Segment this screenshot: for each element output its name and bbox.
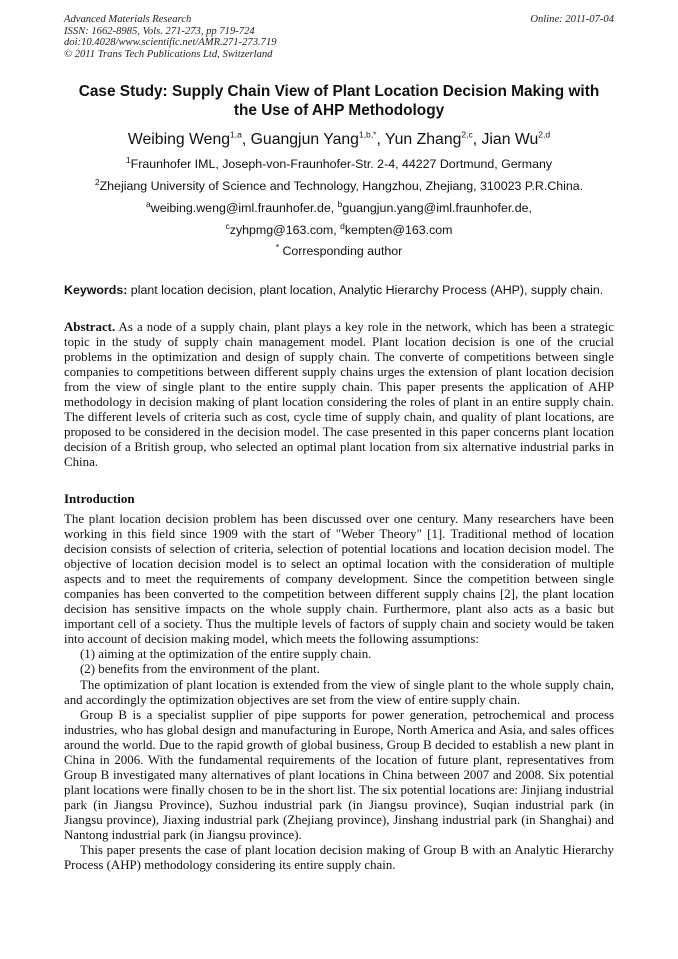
introduction-body	[64, 512, 614, 873]
author-name: Weibing Weng	[127, 131, 231, 148]
list-item: (1) aiming at the optimization of the entire supply chain.	[80, 647, 372, 662]
author-affiliation-mark: 2,d	[538, 129, 551, 140]
keywords-label: Keywords:	[64, 283, 128, 297]
abstract-text: As a node of a supply chain, plant plays a key role in the network, which has been a strategic topic in the study of supply chain management model. Plant location decision is one of the crucial problems in the optimization and design of supply chain. The converte of competitions between single companies to competitions between different supply chains urges the extension of plant location decision from the view of single plant to the entire supply chain. This paper presents the application of AHP methodology in decision making of plant location considering the roles of plant in an entire supply chain. The different levels of criteria such as cost, cycle time of supply chain, and quality of plant locations, are proposed to be considered in the decision model. The case presented in this paper concerns plant location decision of a British group, who selected an optimal plant location from six alternative industrial parks in China.	[64, 320, 614, 470]
paragraph: The plant location decision problem has been discussed over one century. Many researchers have been working in this field since 1909 with the start of "Weber Theory" [1]. Traditional method of location decision consists of selection of criteria, selection of potential locations and location decision model. The objective of location decision model is to select an optimal location with the consideration of multiple aspects and to meet the requirements of company development. Since the competition between single companies has been converted to the competition between different supply chains [2], the plant location decision has sensitive impacts on the whole supply chain. Furthermore, plant also acts as a basic but important cell of a society. Thus the multiple levels of factors of supply chain and society would be taken into account of decision making model, which meets the following assumptions:	[64, 512, 614, 647]
paragraph: This paper presents the case of plant location decision making of Group B with an Analytic Hierarchy Process (AHP) methodology considering its entire supply chain.	[64, 843, 614, 873]
paragraph: The optimization of plant location is extended from the view of single plant to the whole supply chain, and accordingly the optimization objectives are set from the view of entire supply chain.	[64, 677, 614, 707]
author-separator: ,	[241, 131, 251, 148]
affiliation-mark: 2	[94, 176, 100, 187]
keywords-text: plant location decision, plant location, Analytic Hierarchy Process (AHP), supply chain.	[127, 283, 604, 297]
list-item: (2) benefits from the environment of the plant.	[80, 662, 320, 677]
affiliation-1	[0, 154, 678, 172]
paper-title	[40, 82, 638, 120]
journal-issn: ISSN: 1662-8985, Vols. 271-273, pp 719-724	[64, 25, 255, 37]
email-line-2	[0, 220, 678, 238]
author-separator: ,	[472, 131, 482, 148]
email-mark: d	[340, 220, 345, 231]
author-list	[0, 130, 678, 149]
abstract-label: Abstract.	[64, 320, 116, 334]
affiliation-text: Zhejiang University of Science and Technology, Hangzhou, Zhejiang, 310023 P.R.China.	[99, 179, 584, 193]
email-a: weibing.weng@iml.fraunhofer.de,	[150, 201, 338, 215]
email-c: zyhpmg@163.com,	[229, 223, 341, 237]
author-affiliation-mark: 2,c	[461, 129, 473, 140]
author-affiliation-mark: 1,a	[230, 129, 242, 140]
author-name: Yun Zhang	[384, 131, 462, 148]
author-name: Guangjun Yang	[250, 131, 359, 148]
title-line-1: Case Study: Supply Chain View of Plant Location Decision Making with	[78, 83, 600, 100]
journal-copyright: © 2011 Trans Tech Publications Ltd, Switzerland	[64, 48, 273, 60]
affiliation-text: Fraunhofer IML, Joseph-von-Fraunhofer-Str. 2-4, 44227 Dortmund, Germany	[130, 157, 553, 171]
affiliation-2	[0, 176, 678, 194]
author-affiliation-mark: 1,b,*	[358, 129, 377, 140]
affiliation-mark: 1	[125, 154, 131, 165]
keywords	[64, 282, 614, 298]
email-line-1	[0, 198, 678, 216]
online-date: Online: 2011-07-04	[530, 14, 614, 25]
email-d: kempten@163.com	[344, 223, 453, 237]
email-mark: a	[146, 198, 151, 209]
author-separator: ,	[376, 131, 385, 148]
journal-doi: doi:10.4028/www.scientific.net/AMR.271-273.719	[64, 37, 277, 49]
email-b: guangjun.yang@iml.fraunhofer.de,	[342, 201, 532, 215]
corresponding-text: Corresponding author	[279, 244, 403, 258]
email-mark: c	[225, 220, 230, 231]
author-name: Jian Wu	[481, 131, 539, 148]
section-heading-introduction: Introduction	[64, 491, 135, 506]
corresponding-author-note	[0, 241, 678, 259]
title-line-2: the Use of AHP Methodology	[233, 102, 445, 119]
corresponding-mark: *	[275, 241, 279, 252]
journal-name: Advanced Materials Research	[64, 14, 192, 25]
abstract	[64, 320, 614, 470]
email-mark: b	[337, 198, 343, 209]
paragraph: Group B is a specialist supplier of pipe supports for power generation, petrochemical and process industries, who has global design and manufacturing in Europe, North America and Asia, and sales offices around the world. Due to the rapid growth of global business, Group B decided to establish a new plant in China in 2006. With the fundamental requirements of the location of future plant, representatives from Group B investigated many alternatives of plant locations in China between 2007 and 2008. Six potential plant locations were finally chosen to be in the short list. The six potential locations are: Jinjiang industrial park (in Jiangsu Province), Suzhou industrial park (in Jiangsu province), Suqian industrial park (in Jiangsu province), Jiaxing industrial park (Zhejiang province), Jinshang industrial park (in Shanghai) and Nantong industrial park (in Jiangsu province).	[64, 707, 614, 842]
journal-header	[64, 14, 614, 60]
